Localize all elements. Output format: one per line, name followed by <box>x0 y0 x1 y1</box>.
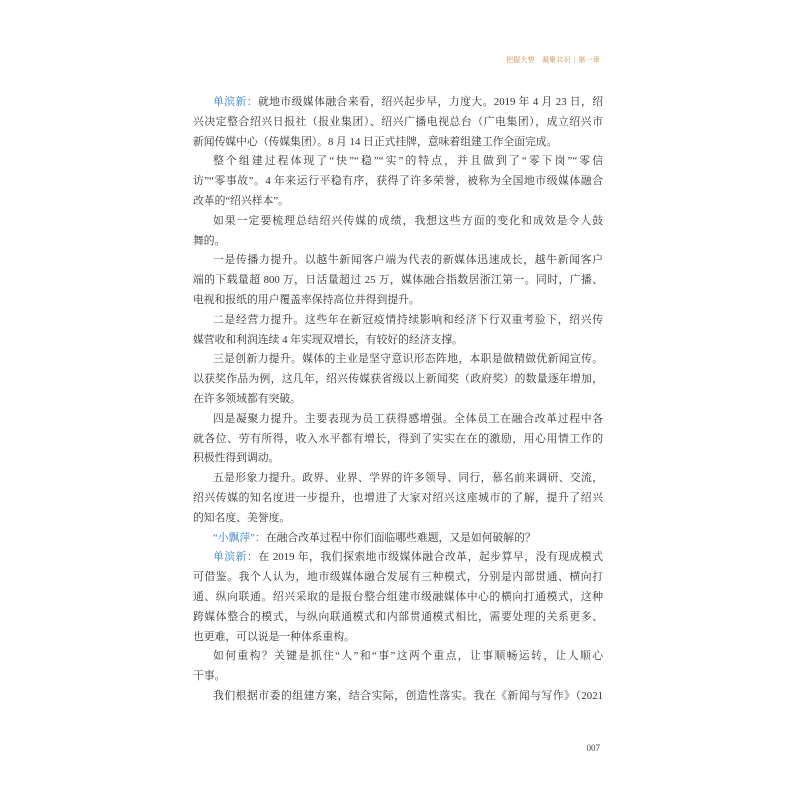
dialogue-paragraph <box>193 93 603 152</box>
text-line: 也更难，可以说是一种体系重构。 <box>193 630 355 643</box>
text-line: 媒营收和利润连续 4 年实现双增长，有较好的经济支撑。 <box>193 333 463 346</box>
paragraph <box>193 647 603 687</box>
paragraph <box>193 212 603 252</box>
speaker-label: 单滨新： <box>213 96 258 108</box>
text-line <box>193 529 603 549</box>
dialogue-paragraph <box>193 529 603 549</box>
text-line: 通、纵向联通。绍兴采取的是报台整合组建市级融媒体中心的横向打通模式，这种 <box>193 590 603 603</box>
text-line: 积极性得到调动。 <box>193 452 280 465</box>
text-line: 四是凝聚力提升。主要表现为员工获得感增强。全体员工在融合改革过程中各 <box>213 412 603 425</box>
text-line: 五是形象力提升。政界、业界、学界的许多领导、同行，慕名前来调研、交流， <box>213 472 603 485</box>
text-line: 我们根据市委的组建方案，结合实际，创造性落实。我在《新闻与写作》（2021 <box>213 689 603 702</box>
text-line: 干事。 <box>193 670 226 683</box>
dialogue-paragraph <box>193 548 603 647</box>
speaker-label: 单滨新： <box>213 551 259 564</box>
paragraph <box>193 469 603 528</box>
text-line: 三是创新力提升。媒体的主业是坚守意识形态阵地，本职是做精做优新闻宣传。 <box>213 353 603 366</box>
text-line: 可借鉴。我个人认为，地市级媒体融合发展有三种模式，分别是内部贯通、横向打 <box>193 571 603 584</box>
running-header-title: 把握大势 凝聚共识 <box>505 56 571 64</box>
paragraph <box>193 687 603 707</box>
line-text: 在 2019 年，我们探索地市级媒体融合改革，起步算早，没有现成模式 <box>258 551 603 564</box>
text-line: 跨媒体整合的模式，与纵向联通模式和内部贯通模式相比，需要处理的关系更多、 <box>193 610 603 623</box>
text-line <box>193 93 603 113</box>
page-number: 007 <box>586 743 600 753</box>
paragraph <box>193 350 603 409</box>
text-line: 电视和报纸的用户覆盖率保持高位并得到提升。 <box>193 293 420 306</box>
text-line: 二是经营力提升。这些年在新冠疫情持续影响和经济下行双重考验下，绍兴传 <box>213 313 603 326</box>
speaker-label: “小飘萍”： <box>213 531 266 544</box>
text-line: 整个组建过程体现了“快”“稳”“实”的特点，并且做到了“零下岗”“零信 <box>213 155 603 168</box>
text-line: 改革的“绍兴样本”。 <box>193 194 289 207</box>
line-text: 就地市级媒体融合来看，绍兴起步早，力度大。2019 年 4 月 23 日，绍 <box>257 96 603 108</box>
running-header-chapter: 第一章 <box>578 56 600 64</box>
text-line <box>193 548 603 568</box>
text-line: 如果一定要梳理总结绍兴传媒的成绩，我想这些方面的变化和成效是令人鼓 <box>213 214 603 227</box>
text-line: 的知名度、美誉度。 <box>193 511 291 524</box>
running-header <box>506 55 600 65</box>
text-line: 就各位、劳有所得，收入水平都有增长，得到了实实在在的激励，用心用情工作的 <box>193 432 603 445</box>
text-line: 在许多领域都有突破。 <box>193 392 301 405</box>
text-line: 新闻传媒中心（传媒集团）。8 月 14 日正式挂牌，意味着组建工作全面完成。 <box>193 135 558 148</box>
paragraph <box>193 152 603 211</box>
text-line: 兴决定整合绍兴日报社（报业集团）、绍兴广播电视总台（广电集团），成立绍兴市 <box>193 115 603 128</box>
text-line: 一是传播力提升。以越牛新闻客户端为代表的新媒体迅速成长，越牛新闻客户 <box>213 254 603 267</box>
paragraph <box>193 311 603 351</box>
running-header-separator: | <box>573 56 576 64</box>
text-line: 端的下载量超 800 万，日活量超过 25 万，媒体融合指数居浙江第一。同时，广播、 <box>193 274 603 287</box>
line-text: 在融合改革过程中你们面临哪些难题，又是如何破解的？ <box>265 531 536 544</box>
text-line: 舞的。 <box>193 234 226 247</box>
paragraph <box>193 251 603 310</box>
text-line: 如何重构？关键是抓住“人”和“事”这两个重点，让事顺畅运转，让人顺心 <box>213 650 603 663</box>
text-line: 以获奖作品为例，这几年，绍兴传媒获省级以上新闻奖（政府奖）的数量逐年增加， <box>193 373 603 386</box>
body-text <box>193 93 603 707</box>
text-line: 绍兴传媒的知名度进一步提升，也增进了大家对绍兴这座城市的了解，提升了绍兴 <box>193 491 603 504</box>
paragraph <box>193 410 603 469</box>
text-line: 访”“零事故”。4 年来运行平稳有序，获得了许多荣誉，被称为全国地市级媒体融合 <box>193 175 603 188</box>
